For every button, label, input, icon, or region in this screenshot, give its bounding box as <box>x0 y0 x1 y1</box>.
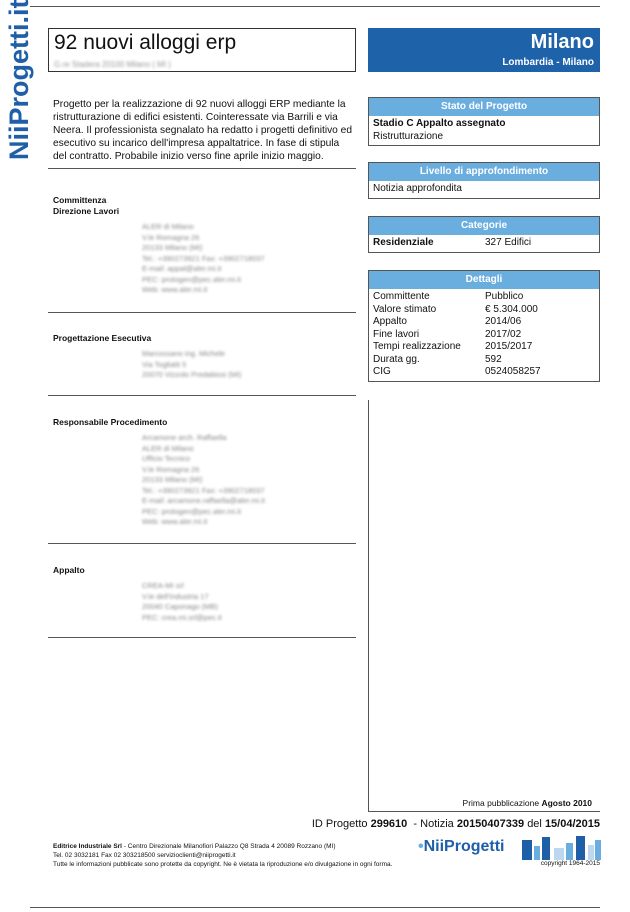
livello-panel <box>368 162 600 199</box>
contact-line: Via Togliatti 5 <box>142 359 187 369</box>
footer-company-info <box>53 842 413 869</box>
contact-line: Tel.: +390273921 Fax: +3902718037 <box>142 253 265 263</box>
stato-progetto-body <box>369 116 599 145</box>
dettagli-row <box>373 291 595 304</box>
notes-frame <box>368 400 600 812</box>
project-stage: Stadio C Appalto assegnato <box>373 118 506 129</box>
company-address: - Centro Direzionale Milanofiori Palazzo Q8 Strada 4 20089 Rozzano (MI) <box>122 843 336 850</box>
appalto-contact <box>142 581 222 623</box>
dettagli-key: Valore stimato <box>373 303 437 315</box>
dettagli-value: 0524058257 <box>485 366 541 377</box>
committenza-contact <box>142 222 265 296</box>
progettazione-label: Progettazione Esecutiva <box>53 333 152 343</box>
project-address: G.re Stadera 20100 Milano ( MI ) <box>54 60 171 69</box>
project-id-line <box>312 818 600 830</box>
first-publication-value: Agosto 2010 <box>541 798 592 808</box>
progettazione-contact <box>142 349 242 381</box>
contact-line: Ufficio Tecnico <box>142 454 191 463</box>
id-label: ID Progetto <box>311 818 368 830</box>
dettagli-value: 592 <box>485 353 502 365</box>
company-line <box>53 842 413 851</box>
contact-line: PEC: protogen@pec.aler.mi.it <box>142 274 241 284</box>
city-name: Milano <box>530 31 594 53</box>
contact-line: CREA-MI srl <box>142 581 184 590</box>
divider <box>48 543 356 544</box>
news-label: - Notizia <box>413 818 454 830</box>
stato-progetto-panel <box>368 97 600 146</box>
dettagli-header: Dettagli <box>369 271 599 289</box>
dettagli-key: Committente <box>373 291 430 302</box>
region-name: Lombardia - Milano <box>502 57 594 68</box>
skyline-logo-icon <box>520 834 602 860</box>
dettagli-key: CIG <box>373 366 391 377</box>
categorie-header: Categorie <box>369 217 599 235</box>
title-box <box>48 28 356 72</box>
dettagli-row <box>373 366 595 379</box>
dettagli-value: 2017/02 <box>485 328 522 340</box>
bottom-rule <box>30 907 600 908</box>
date-label: del <box>527 818 542 830</box>
committenza-title: Committenza <box>53 195 107 205</box>
contact-line: PEC: crea.mi.srl@pec.it <box>142 612 222 622</box>
date-value: 15/04/2015 <box>544 818 600 830</box>
contact-line: 20070 Vizzolo Predabissi (MI) <box>142 370 242 379</box>
logo-dot-icon: • <box>418 838 424 855</box>
contact-line: 20133 Milano (MI) <box>142 243 203 252</box>
city-box <box>368 28 600 72</box>
project-description: Progetto per la realizzazione di 92 nuovi alloggi ERP mediante la ristrutturazione di edifici esistenti. Cointeressate via Barrili e via Neera. Il professionista segnalato ha redatto i progetti definitivo ed esecutivo su incarico dell'impresa appaltatrice. In fase di stipula del contratto. Probabile inizio verso fine aprile inizio maggio. <box>53 99 353 162</box>
dettagli-row <box>373 354 595 367</box>
top-rule <box>30 6 600 7</box>
divider <box>48 637 356 638</box>
committenza-label <box>53 195 119 217</box>
livello-body <box>369 181 599 198</box>
livello-value: Notizia approfondita <box>373 183 462 194</box>
first-publication-label: Prima pubblicazione <box>462 798 540 808</box>
contact-line: V.le dell'Industria 17 <box>142 591 209 601</box>
dettagli-row <box>373 316 595 329</box>
project-title: 92 nuovi alloggi erp <box>54 31 237 54</box>
direzione-lavori-title: Direzione Lavori <box>53 206 120 216</box>
livello-header: Livello di approfondimento <box>369 163 599 181</box>
dettagli-row <box>373 329 595 342</box>
dettagli-key: Fine lavori <box>373 328 420 340</box>
dettagli-key: Tempi realizzazione <box>373 341 461 352</box>
dettagli-row <box>373 341 595 354</box>
dettagli-panel <box>368 270 600 382</box>
divider <box>48 168 356 169</box>
responsabile-contact <box>142 433 265 528</box>
contact-line: E-mail: arcamone.raffaella@aler.mi.it <box>142 496 265 505</box>
stato-progetto-header: Stato del Progetto <box>369 98 599 116</box>
contact-line: PEC: protogen@pec.aler.mi.it <box>142 506 241 516</box>
categoria-row <box>373 237 595 250</box>
contact-line: E-mail: appal@aler.mi.it <box>142 264 222 273</box>
categoria-value: 327 Edifici <box>485 237 532 248</box>
dettagli-value: 2014/06 <box>485 316 522 327</box>
contact-line: Tel.: +390273921 Fax: +3902718037 <box>142 485 265 495</box>
divider <box>48 395 356 396</box>
contact-line: ALER di Milano <box>142 443 194 453</box>
appalto-label: Appalto <box>53 565 85 575</box>
contact-line: Arcamone arch. Raffaella <box>142 433 227 442</box>
copyright-notice: Tutte le informazioni pubblicate sono protette da copyright. Ne è vietata la riproduzione e/o divulgazione in ogni forma. <box>53 861 393 868</box>
news-value: 20150407339 <box>456 818 525 830</box>
contact-line: Web: www.aler.mi.it <box>142 285 208 294</box>
categoria-key: Residenziale <box>373 237 434 248</box>
divider <box>48 312 356 313</box>
contact-line: V.le Romagna 26 <box>142 464 200 474</box>
id-value: 299610 <box>370 818 408 830</box>
dettagli-body <box>369 289 599 381</box>
contact-line: Web: www.aler.mi.it <box>142 517 208 526</box>
dettagli-row <box>373 304 595 317</box>
dettagli-value: 2015/2017 <box>485 341 533 352</box>
company-name: Editrice Industriale Srl <box>53 843 122 850</box>
copyright: copyright 1964-2015 <box>540 860 600 867</box>
niiprogetti-side-logo[interactable]: NiiProgetti.it <box>4 0 34 160</box>
contact-line: Marcossano ing. Michele <box>142 349 225 358</box>
categorie-body <box>369 235 599 252</box>
contact-line: ALER di Milano <box>142 222 194 231</box>
niiprogetti-footer-logo[interactable] <box>418 838 505 856</box>
responsabile-label: Responsabile Procedimento <box>53 417 168 427</box>
dettagli-value: € 5.304.000 <box>485 303 538 315</box>
project-type: Ristrutturazione <box>373 130 444 142</box>
contact-line: 20133 Milano (MI) <box>142 475 203 484</box>
dettagli-key: Durata gg. <box>373 353 420 365</box>
categorie-panel <box>368 216 600 253</box>
contact-line: 20040 Caponago (MB) <box>142 602 218 611</box>
dettagli-key: Appalto <box>373 316 407 327</box>
dettagli-value: Pubblico <box>485 291 524 302</box>
logo-text: NiiProgetti <box>423 838 505 855</box>
contact-line: V.le Romagna 26 <box>142 232 200 242</box>
company-contacts: Tel. 02 3032181 Fax 02 303218500 servizioclienti@niiprogetti.it <box>53 852 236 859</box>
first-publication <box>463 798 592 808</box>
